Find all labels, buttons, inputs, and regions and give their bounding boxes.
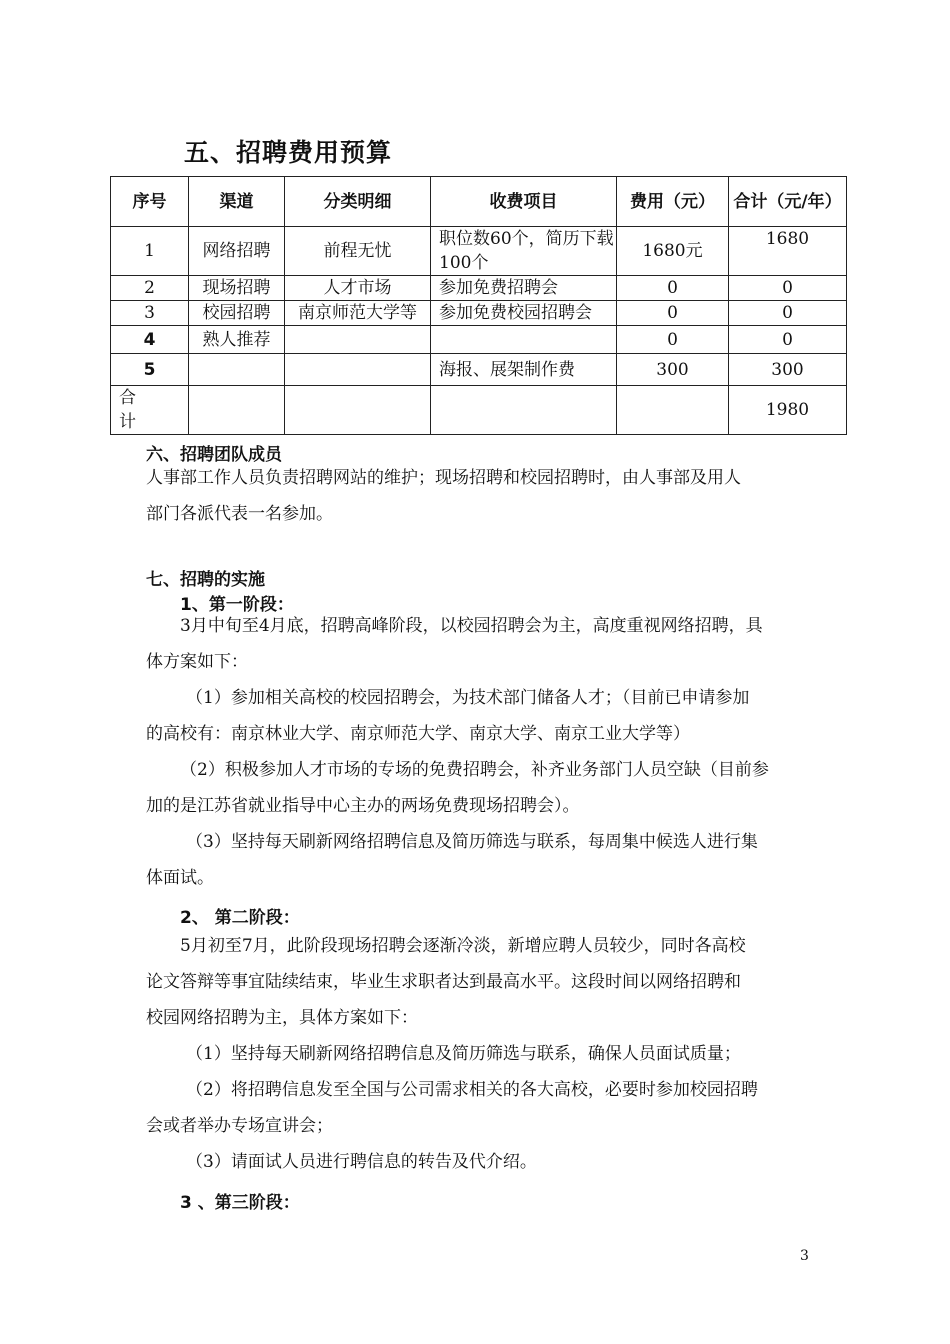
cell-total: 0: [729, 301, 847, 326]
text-line: 体方案如下：: [146, 652, 248, 672]
text-line: （1）参加相关高校的校园招聘会，为技术部门储备人才；（目前已申请参加: [186, 688, 750, 708]
text-line: 校园网络招聘为主，具体方案如下：: [146, 1008, 418, 1028]
header-cell: 收费项目: [431, 177, 617, 227]
text-line: 部门各派代表一名参加。: [146, 504, 333, 524]
cell-item: 参加免费校园招聘会: [431, 301, 617, 326]
table-row: [111, 326, 847, 354]
stage2-item-2: [146, 1072, 822, 1144]
cell-detail: [285, 354, 431, 386]
cell-no: 3: [111, 301, 189, 326]
stage1-item-2: [146, 752, 822, 824]
text-line: 3月中旬至4月底，招聘高峰阶段，以校园招聘会为主，高度重视网络招聘，具: [180, 616, 763, 636]
stage1-item-3: [146, 824, 822, 896]
header-cell: 分类明细: [285, 177, 431, 227]
cell-no: 5: [111, 354, 189, 386]
text-line: （2）积极参加人才市场的专场的免费招聘会，补齐业务部门人员空缺（目前参: [180, 760, 769, 780]
text-line: 人事部工作人员负责招聘网站的维护；现场招聘和校园招聘时，由人事部及用人: [146, 468, 741, 488]
cell-sum-label: 合计: [111, 386, 189, 435]
cell-item: 职位数60个，简历下载100个: [431, 227, 617, 276]
cell-empty: [431, 386, 617, 435]
stage2-title: 2、 第二阶段：: [180, 908, 300, 928]
cell-channel: 现场招聘: [189, 276, 285, 301]
text-line: 加的是江苏省就业指导中心主办的两场免费现场招聘会）。: [146, 796, 580, 816]
cell-no: 2: [111, 276, 189, 301]
cell-detail: 人才市场: [285, 276, 431, 301]
section-heading-implementation: 七、招聘的实施: [146, 570, 265, 590]
header-cell: 渠道: [189, 177, 285, 227]
stage2-intro: [146, 928, 822, 1036]
cell-total: 0: [729, 276, 847, 301]
stage2-item-3: [146, 1144, 822, 1180]
cell-fee: 0: [617, 301, 729, 326]
header-cell: 序号: [111, 177, 189, 227]
stage2-item-1: [146, 1036, 822, 1072]
cell-total: 1680: [729, 227, 847, 276]
text-line: 体面试。: [146, 868, 214, 888]
cell-detail: 南京师范大学等: [285, 301, 431, 326]
text-line: 论文答辩等事宜陆续结束，毕业生求职者达到最高水平。这段时间以网络招聘和: [146, 972, 741, 992]
cell-fee: 0: [617, 326, 729, 354]
text-line: 会或者举办专场宣讲会；: [146, 1116, 333, 1136]
table-row: [111, 276, 847, 301]
text-line: （3）请面试人员进行聘信息的转告及代介绍。: [186, 1152, 537, 1172]
header-cell: 合计（元/年）: [729, 177, 847, 227]
text-line: （2）将招聘信息发至全国与公司需求相关的各大高校，必要时参加校园招聘: [186, 1080, 758, 1100]
cell-detail: 前程无忧: [285, 227, 431, 276]
team-paragraph: [146, 460, 822, 532]
table-row: [111, 301, 847, 326]
stage1-title: 1、第一阶段：: [180, 595, 294, 615]
table-sum-row: [111, 386, 847, 435]
text-line: （3）坚持每天刷新网络招聘信息及简历筛选与联系，每周集中候选人进行集: [186, 832, 758, 852]
cell-empty: [617, 386, 729, 435]
cell-empty: [285, 386, 431, 435]
cell-item: 参加免费招聘会: [431, 276, 617, 301]
cell-fee: 1680元: [617, 227, 729, 276]
section-title-budget: 五、招聘费用预算: [184, 138, 393, 167]
header-cell: 费用（元）: [617, 177, 729, 227]
cell-fee: 300: [617, 354, 729, 386]
cell-channel: [189, 354, 285, 386]
budget-table: [110, 176, 847, 435]
table-header-row: [111, 177, 847, 227]
text-line: 5月初至7月，此阶段现场招聘会逐渐冷淡，新增应聘人员较少，同时各高校: [180, 936, 746, 956]
cell-empty: [189, 386, 285, 435]
section-heading-team: 六、招聘团队成员: [146, 445, 282, 465]
cell-channel: 网络招聘: [189, 227, 285, 276]
table-row: [111, 354, 847, 386]
cell-channel: 熟人推荐: [189, 326, 285, 354]
stage1-intro: [146, 608, 822, 680]
cell-no: 4: [111, 326, 189, 354]
page-number: 3: [800, 1248, 809, 1264]
text-line: （1）坚持每天刷新网络招聘信息及简历筛选与联系，确保人员面试质量；: [186, 1044, 741, 1064]
cell-fee: 0: [617, 276, 729, 301]
stage1-item-1: [146, 680, 822, 752]
cell-channel: 校园招聘: [189, 301, 285, 326]
stage3-title: 3 、第三阶段：: [180, 1193, 300, 1213]
cell-item: 海报、展架制作费: [431, 354, 617, 386]
cell-no: 1: [111, 227, 189, 276]
cell-total: 0: [729, 326, 847, 354]
cell-sum-total: 1980: [729, 386, 847, 435]
text-line: 的高校有：南京林业大学、南京师范大学、南京大学、南京工业大学等）: [146, 724, 690, 744]
cell-total: 300: [729, 354, 847, 386]
cell-item: [431, 326, 617, 354]
cell-detail: [285, 326, 431, 354]
table-row: [111, 227, 847, 276]
